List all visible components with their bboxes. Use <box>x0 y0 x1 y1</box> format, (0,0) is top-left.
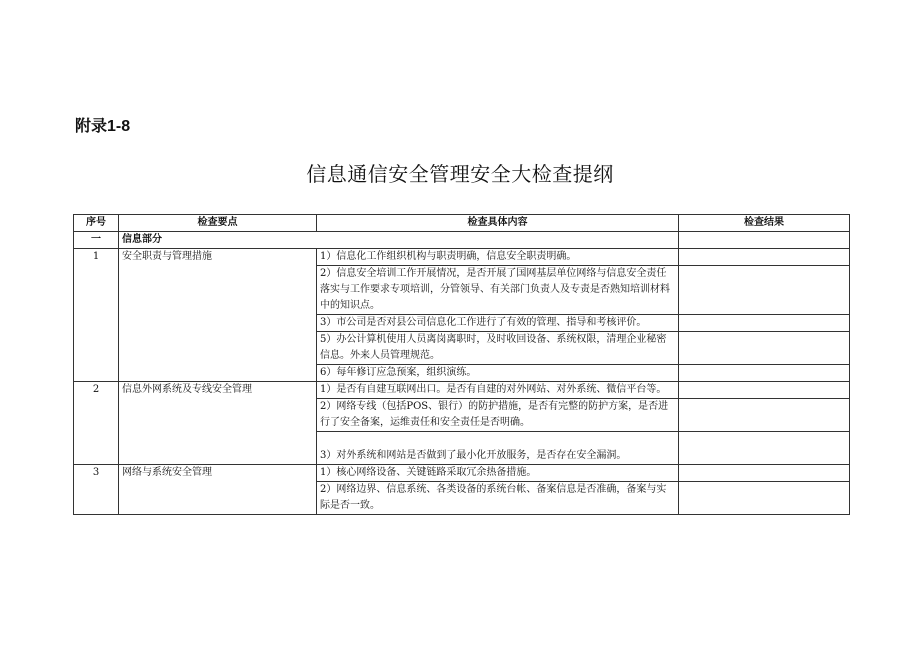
result-cell <box>679 399 850 432</box>
group-number: 1 <box>74 249 119 382</box>
check-item: 2）网络专线（包括POS、银行）的防护措施，是否有完整的防护方案，是否进行了安全备案，运维责任和安全责任是否明确。 <box>317 399 679 432</box>
section-label: 信息部分 <box>119 232 679 249</box>
result-cell <box>679 266 850 315</box>
result-cell <box>679 315 850 332</box>
group-number: 2 <box>74 382 119 465</box>
group-number: 3 <box>74 465 119 515</box>
table-row <box>74 465 850 482</box>
section-number: 一 <box>74 232 119 249</box>
section-row <box>74 232 850 249</box>
table-row <box>74 249 850 266</box>
result-cell <box>679 432 850 465</box>
result-cell <box>679 382 850 399</box>
result-cell <box>679 232 850 249</box>
header-check-result: 检查结果 <box>679 215 850 232</box>
check-item: 5）办公计算机使用人员离岗离职时，及时收回设备、系统权限，清理企业秘密信息。外来人员管理规范。 <box>317 332 679 365</box>
check-item: 1）信息化工作组织机构与职责明确，信息安全职责明确。 <box>317 249 679 266</box>
check-item: 1）核心网络设备、关键链路采取冗余热备措施。 <box>317 465 679 482</box>
inspection-table <box>73 214 850 515</box>
document-title: 信息通信安全管理安全大检查提纲 <box>306 162 614 186</box>
result-cell <box>679 365 850 382</box>
header-check-point: 检查要点 <box>119 215 317 232</box>
check-item: 3）对外系统和网站是否做到了最小化开放服务，是否存在安全漏洞。 <box>317 432 679 465</box>
result-cell <box>679 332 850 365</box>
check-point: 信息外网系统及专线安全管理 <box>119 382 317 465</box>
check-item: 6）每年修订应急预案，组织演练。 <box>317 365 679 382</box>
check-point: 安全职责与管理措施 <box>119 249 317 382</box>
header-serial: 序号 <box>74 215 119 232</box>
check-item: 3）市公司是否对县公司信息化工作进行了有效的管理、指导和考核评价。 <box>317 315 679 332</box>
check-item: 2）网络边界、信息系统、各类设备的系统台帐、备案信息是否准确，备案与实际是否一致。 <box>317 482 679 515</box>
result-cell <box>679 482 850 515</box>
header-check-content: 检查具体内容 <box>317 215 679 232</box>
table-row <box>74 382 850 399</box>
check-item: 1）是否有自建互联网出口。是否有自建的对外网站、对外系统、微信平台等。 <box>317 382 679 399</box>
appendix-label: 附录1-8 <box>75 118 131 135</box>
check-item: 2）信息安全培训工作开展情况，是否开展了国网基层单位网络与信息安全责任落实与工作要求专项培训，分管领导、有关部门负责人及专责是否熟知培训材料中的知识点。 <box>317 266 679 315</box>
result-cell <box>679 465 850 482</box>
result-cell <box>679 249 850 266</box>
table-header-row <box>74 215 850 232</box>
check-point: 网络与系统安全管理 <box>119 465 317 515</box>
